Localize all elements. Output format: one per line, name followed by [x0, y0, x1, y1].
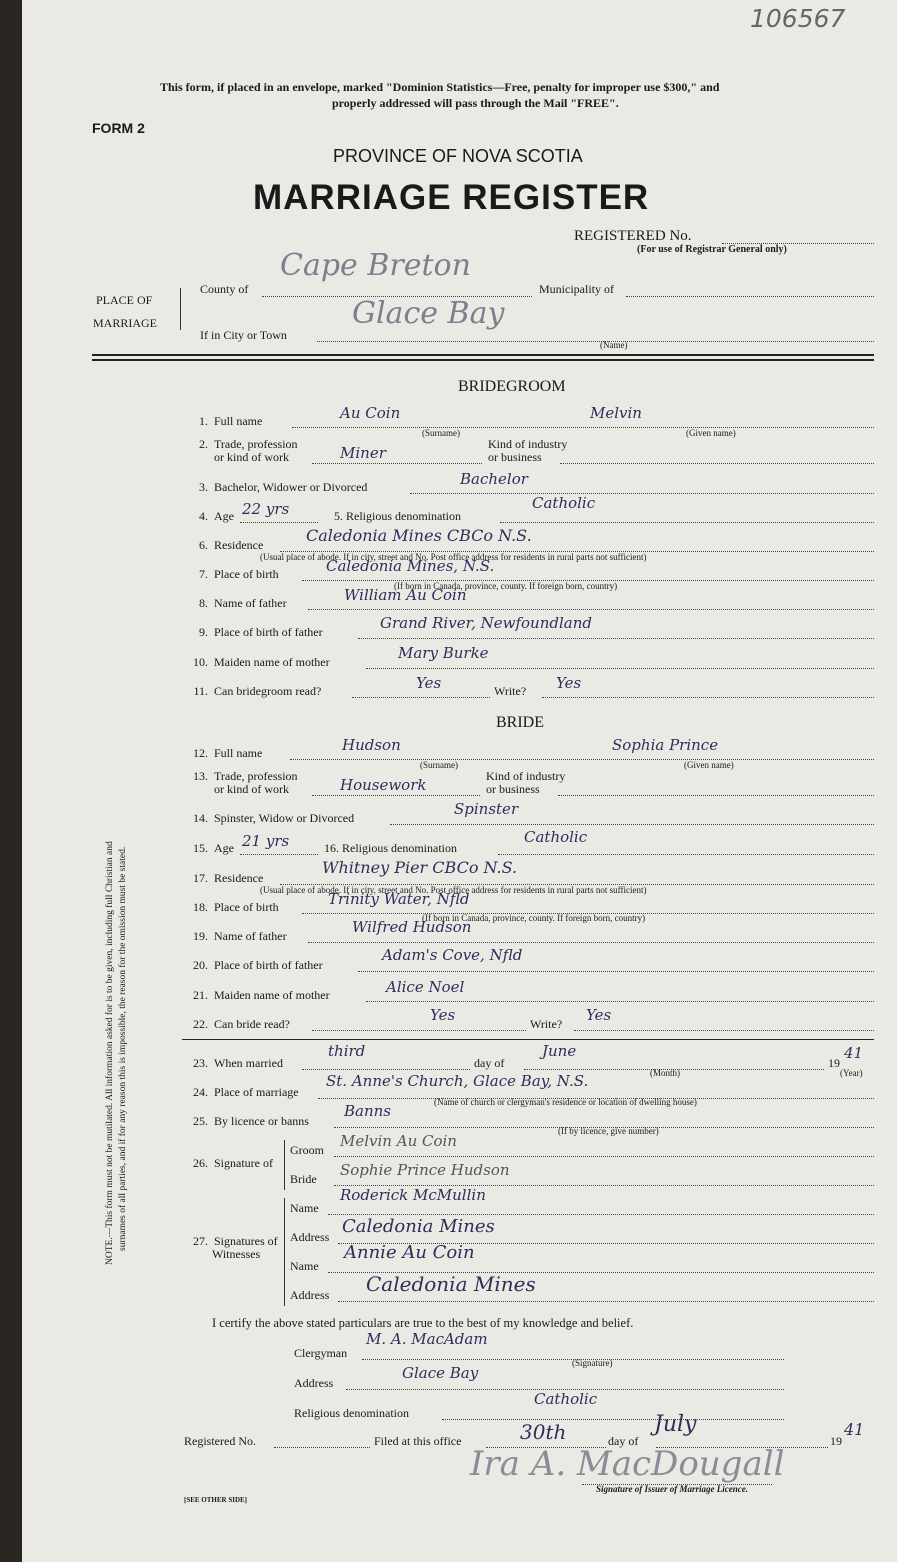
groom-status-label: 3. Bachelor, Widower or Divorced — [199, 480, 368, 494]
place-of-marriage-label: 24. Place of marriage — [193, 1085, 299, 1099]
groom-birthplace-label: 7. Place of birth — [199, 567, 279, 581]
groom-read-label: 11. Can bridegroom read? — [193, 684, 322, 698]
signature-of-label: 26. Signature of — [193, 1156, 273, 1170]
county-value: Cape Breton — [280, 248, 471, 283]
bridegroom-heading: BRIDEGROOM — [458, 378, 566, 395]
groom-read-value: Yes — [416, 674, 442, 692]
groom-trade-value: Miner — [340, 444, 386, 462]
postal-notice-line1: This form, if placed in an envelope, marked "Dominion Statistics—Free, penalty for improper use $300," and — [160, 80, 720, 94]
registrar-note: (For use of Registrar General only) — [637, 244, 787, 255]
witness1-address-label: Address — [290, 1230, 330, 1244]
registered-no-label: REGISTERED No. — [574, 228, 692, 244]
bride-birthplace-value: Trinity Water, Nfld — [328, 890, 470, 908]
groom-full-name-label: 1. Full name — [199, 414, 263, 428]
groom-given-name: Melvin — [590, 404, 642, 422]
filed-day: 30th — [520, 1420, 567, 1444]
groom-birthplace-value: Caledonia Mines, N.S. — [326, 557, 495, 575]
groom-status-value: Bachelor — [460, 470, 528, 488]
bride-write-value: Yes — [586, 1006, 612, 1024]
bride-residence-label: 17. Residence — [193, 871, 264, 885]
when-married-label: 23. When married — [193, 1056, 283, 1070]
bride-father-birthplace-value: Adam's Cove, Nfld — [382, 946, 523, 964]
bride-birthplace-label: 18. Place of birth — [193, 900, 279, 914]
birthplace-note: (If born in Canada, province, county. If foreign born, country) — [394, 581, 618, 591]
filed-month: July — [654, 1412, 697, 1437]
married-year-value: 41 — [844, 1044, 864, 1062]
form-number: FORM 2 — [92, 120, 145, 136]
year-note: (Year) — [840, 1068, 863, 1078]
surname-note: (Surname) — [422, 428, 460, 438]
page-title: MARRIAGE REGISTER — [253, 178, 650, 217]
clergyman-address-label: Address — [294, 1376, 334, 1390]
place-of-marriage-value: St. Anne's Church, Glace Bay, N.S. — [326, 1072, 589, 1090]
bride-father-birthplace-label: 20. Place of birth of father — [193, 958, 323, 972]
place-of-marriage-note: (Name of church or clergyman's residence or location of dwelling house) — [434, 1097, 697, 1107]
married-day-value: third — [328, 1042, 366, 1060]
archive-stamp-number: 106567 — [750, 4, 846, 33]
bride-signature: Sophie Prince Hudson — [340, 1161, 510, 1179]
registered-no-bottom-label: Registered No. — [184, 1434, 256, 1448]
witness1-address: Caledonia Mines — [342, 1216, 495, 1237]
issuer-signature: Ira A. MacDougall — [470, 1444, 785, 1484]
groom-religion-value: Catholic — [532, 494, 596, 512]
groom-residence-label: 6. Residence — [199, 538, 264, 552]
bride-read-value: Yes — [430, 1006, 456, 1024]
witness1-name: Roderick McMullin — [340, 1186, 486, 1204]
clergyman-signature: M. A. MacAdam — [366, 1330, 488, 1348]
married-month-value: June — [542, 1042, 577, 1060]
licence-banns-value: Banns — [344, 1102, 391, 1120]
witness1-name-label: Name — [290, 1201, 319, 1215]
municipality-label: Municipality of — [539, 282, 614, 296]
bride-religion-value: Catholic — [524, 828, 588, 846]
groom-mother-label: 10. Maiden name of mother — [193, 655, 330, 669]
groom-industry-label: Kind of industry — [488, 437, 568, 451]
year-prefix: 19 — [828, 1056, 840, 1070]
bride-signature-label: Bride — [290, 1172, 317, 1186]
bride-mother-label: 21. Maiden name of mother — [193, 988, 330, 1002]
bride-age-value: 21 yrs — [242, 832, 290, 850]
side-note-line2: surnames of all parties, and if for any reason this is impossible, the reason for the omission must be stated. — [118, 846, 128, 1251]
witnesses-label-2: Witnesses — [212, 1247, 261, 1261]
groom-father-label: 8. Name of father — [199, 596, 287, 610]
certification-text: I certify the above stated particulars are true to the best of my knowledge and belief. — [212, 1316, 634, 1330]
bride-status-value: Spinster — [454, 800, 519, 818]
licence-banns-label: 25. By licence or banns — [193, 1114, 309, 1128]
place-label-2: MARRIAGE — [93, 316, 158, 330]
filed-day-of-label: day of — [608, 1434, 639, 1448]
see-other-side: [SEE OTHER SIDE] — [184, 1496, 248, 1504]
province-heading: PROVINCE OF NOVA SCOTIA — [333, 146, 583, 166]
bride-religion-label: 16. Religious denomination — [324, 841, 457, 855]
groom-write-label: Write? — [494, 684, 527, 698]
bride-status-label: 14. Spinster, Widow or Divorced — [193, 811, 355, 825]
groom-religion-label: 5. Religious denomination — [334, 509, 461, 523]
witness2-address: Caledonia Mines — [366, 1272, 536, 1296]
given-name-note: (Given name) — [686, 428, 736, 438]
filed-year: 41 — [844, 1420, 865, 1439]
groom-write-value: Yes — [556, 674, 582, 692]
bride-trade-label-2: or kind of work — [214, 782, 289, 796]
bride-heading: BRIDE — [496, 714, 544, 731]
side-note-line1: NOTE.—This form must not be mutilated. All information asked for is to be given, including full Christian and — [105, 841, 115, 1265]
place-label-1: PLACE OF — [96, 293, 153, 307]
groom-industry-label-2: or business — [488, 450, 542, 464]
bride-birthplace-note: (If born in Canada, province, county. If foreign born, country) — [422, 913, 646, 923]
bride-father-value: Wilfred Hudson — [352, 918, 472, 936]
groom-age-label: 4. Age — [199, 509, 234, 523]
groom-surname: Au Coin — [340, 404, 401, 422]
bride-industry-label: Kind of industry — [486, 769, 566, 783]
groom-trade-label: 2. Trade, profession — [199, 437, 298, 451]
filed-label: Filed at this office — [374, 1434, 462, 1448]
witnesses-label: 27. Signatures of — [193, 1234, 278, 1248]
groom-signature: Melvin Au Coin — [340, 1132, 457, 1150]
witness2-name: Annie Au Coin — [344, 1242, 475, 1263]
groom-father-birthplace-value: Grand River, Newfoundland — [380, 614, 592, 632]
bride-surname: Hudson — [342, 736, 401, 754]
bride-given-name-note: (Given name) — [684, 760, 734, 770]
bride-write-label: Write? — [530, 1017, 563, 1031]
licence-note: (If by licence, give number) — [558, 1126, 659, 1136]
bride-residence-value: Whitney Pier CBCo N.S. — [322, 858, 518, 877]
marriage-register-form — [22, 0, 897, 1562]
clergyman-signature-note: (Signature) — [572, 1358, 613, 1368]
married-day-of-label: day of — [474, 1056, 505, 1070]
month-note: (Month) — [650, 1068, 680, 1078]
groom-residence-value: Caledonia Mines CBCo N.S. — [306, 526, 532, 545]
city-value: Glace Bay — [352, 296, 505, 331]
bride-mother-value: Alice Noel — [386, 978, 465, 996]
bride-full-name-label: 12. Full name — [193, 746, 263, 760]
witness2-address-label: Address — [290, 1288, 330, 1302]
postal-notice-line2: properly addressed will pass through the Mail "FREE". — [332, 96, 619, 110]
clergyman-religion: Catholic — [534, 1390, 598, 1408]
groom-father-value: William Au Coin — [344, 586, 467, 604]
bride-age-label: 15. Age — [193, 841, 234, 855]
name-note: (Name) — [600, 340, 628, 350]
bride-surname-note: (Surname) — [420, 760, 458, 770]
filed-year-prefix: 19 — [830, 1434, 842, 1448]
city-label: If in City or Town — [200, 328, 287, 342]
groom-age-value: 22 yrs — [242, 500, 290, 518]
issuer-signature-note: Signature of Issuer of Marriage Licence. — [596, 1484, 749, 1494]
groom-trade-label-2: or kind of work — [214, 450, 289, 464]
county-label: County of — [200, 282, 249, 296]
bride-given-name: Sophia Prince — [612, 736, 719, 754]
bride-trade-label: 13. Trade, profession — [193, 769, 298, 783]
groom-father-birthplace-label: 9. Place of birth of father — [199, 625, 323, 639]
side-note — [104, 625, 130, 1265]
clergyman-address: Glace Bay — [402, 1364, 479, 1382]
clergyman-religion-label: Religious denomination — [294, 1406, 409, 1420]
groom-signature-label: Groom — [290, 1143, 324, 1157]
witness2-name-label: Name — [290, 1259, 319, 1273]
residence-note: (Usual place of abode. If in city, street and No. Post office address for residents in rural parts not sufficient) — [260, 552, 647, 562]
bride-trade-value: Housework — [340, 776, 427, 794]
bride-residence-note: (Usual place of abode. If in city, street and No. Post office address for residents in rural parts not sufficient) — [260, 885, 647, 895]
bride-read-label: 22. Can bride read? — [193, 1017, 290, 1031]
bride-father-label: 19. Name of father — [193, 929, 287, 943]
bride-industry-label-2: or business — [486, 782, 540, 796]
groom-mother-value: Mary Burke — [398, 644, 489, 662]
clergyman-label: Clergyman — [294, 1346, 348, 1360]
